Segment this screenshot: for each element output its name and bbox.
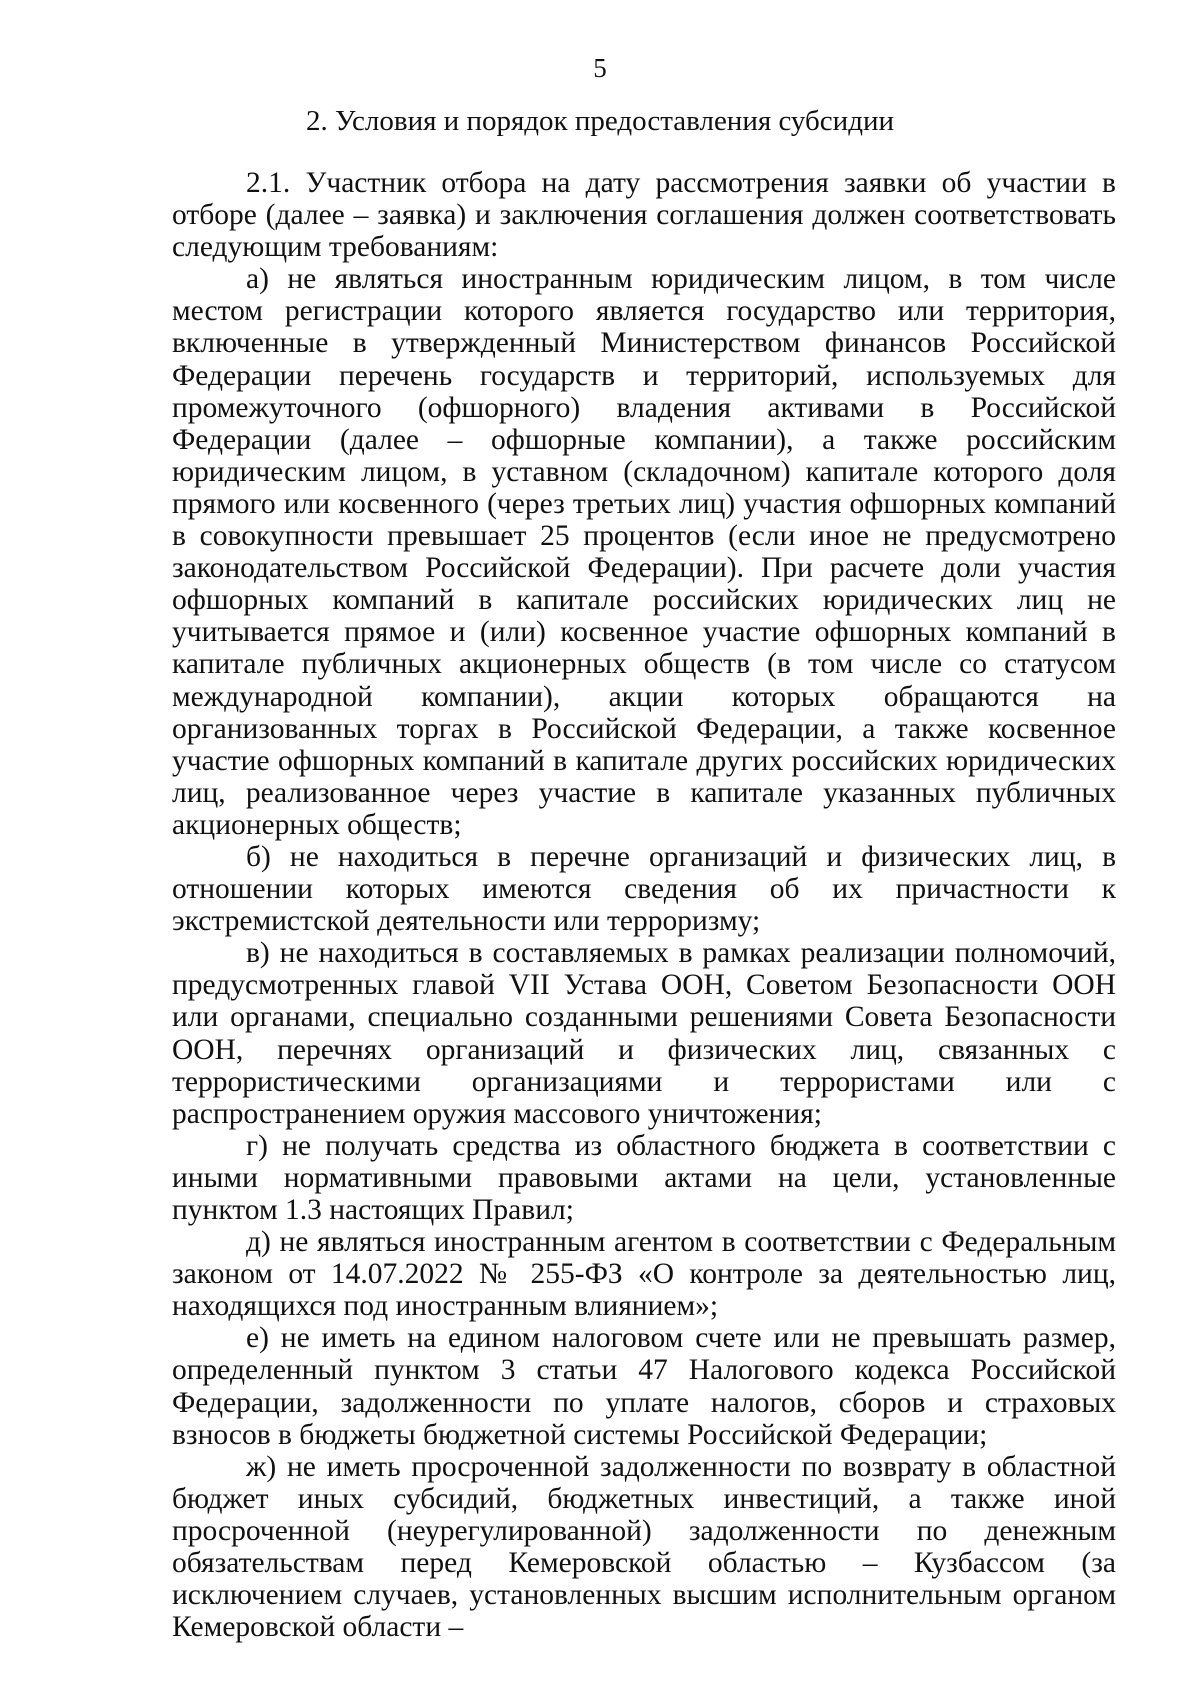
paragraph-item-a: а) не являться иностранным юридическим лицом, в том числе местом регистрации которого является государство или территория, включенные в утвержденный Министерством финансов Российской Федерации перечень государств и территорий, используемых для промежуточного (офшорного) владения активами в Российской Федерации (далее – офшорные компании), а также российским юридическим лицом, в уставном (складочном) капитале которого доля прямого или косвенного (через третьих лиц) участия офшорных компаний в совокупности превышает 25 процентов (если иное не предусмотрено законодательством Российской Федерации). При расчете доли участия офшорных компаний в капитале российских юридических лиц не учитывается прямое и (или) косвенное участие офшорных компаний в капитале публичных акционерных обществ (в том числе со статусом международной компании), акции которых обращаются на организованных торгах в Российской Федерации, а также косвенное участие офшорных компаний в капитале других российских юридических лиц, реализованное через участие в капитале указанных публичных акционерных обществ; [172,263,1116,841]
paragraph-item-zh: ж) не иметь просроченной задолженности по возврату в областной бюджет иных субсидий, бюджетных инвестиций, а также иной просроченной (неурегулированной) задолженности по денежным обязательствам перед Кемеровской областью – Кузбассом (за исключением случаев, установленных высшим исполнительным органом Кемеровской области – [172,1450,1116,1644]
paragraph-2-1: 2.1. Участник отбора на дату рассмотрения заявки об участии в отборе (далее – заявка) и заключения соглашения должен соответствовать следующим требованиям: [172,167,1116,264]
paragraph-item-v: в) не находиться в составляемых в рамках реализации полномочий, предусмотренных главой VII Устава ООН, Советом Безопасности ООН или органами, специально созданными решениями Совета Безопасности ООН, перечнях организаций и физических лиц, связанных с террористическими организациями и террористами или с распространением оружия массового уничтожения; [172,937,1116,1130]
section-heading: 2. Условия и порядок предоставления субсидии [305,105,894,137]
document-body [172,167,1116,1643]
paragraph-item-d: д) не являться иностранным агентом в соответствии с Федеральным законом от 14.07.2022 № 255-ФЗ «О контроле за деятельностью лиц, находящихся под иностранным влиянием»; [172,1226,1116,1323]
paragraph-item-e: е) не иметь на едином налоговом счете или не превышать размер, определенный пунктом 3 статьи 47 Налогового кодекса Российской Федерации, задолженности по уплате налогов, сборов и страховых взносов в бюджеты бюджетной системы Российской Федерации; [172,1322,1116,1451]
page-number: 5 [593,53,607,83]
paragraph-item-b: б) не находиться в перечне организаций и физических лиц, в отношении которых имеются сведения об их причастности к экстремистской деятельности или терроризму; [172,840,1116,938]
paragraph-item-g: г) не получать средства из областного бюджета в соответствии с иными нормативными правовыми актами на цели, установленные пунктом 1.3 настоящих Правил; [172,1129,1116,1226]
